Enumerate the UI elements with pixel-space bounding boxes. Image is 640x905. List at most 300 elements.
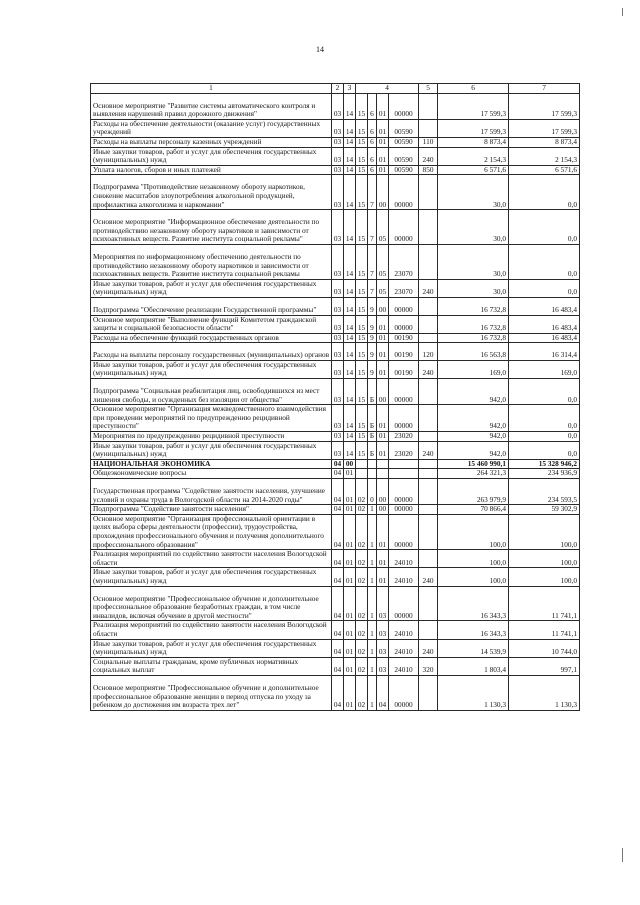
amount-year1-cell: 30,0	[438, 279, 509, 297]
amount-year2-cell: 59 302,9	[509, 505, 580, 515]
direction-code-cell: 00590	[389, 119, 419, 137]
direction-code-cell: 24010	[389, 568, 419, 586]
expense-type-cell	[419, 297, 438, 315]
table-row	[91, 379, 580, 405]
table-row	[91, 297, 580, 315]
amount-year1-cell: 16 732,8	[438, 333, 509, 343]
table-row	[91, 343, 580, 361]
section-code-cell: 03	[332, 175, 344, 210]
direction-code-cell: 00190	[389, 360, 419, 378]
page-number: 14	[316, 45, 324, 54]
amount-year2-cell: 100,0	[509, 514, 580, 549]
subprogram-code-cell: 9	[368, 297, 377, 315]
direction-code-cell	[389, 469, 419, 479]
program-code-cell: 15	[356, 432, 368, 442]
row-name-cell: Подпрограмма "Противодействие незаконному обороту наркотиков, снижение масштабов злоупотребления алкогольной продукцией, профилактика алкоголизма и наркомании"	[91, 175, 332, 210]
row-name-cell: Основное мероприятие "Организация межведомственного взаимодействия при проведении мероприятий по предупреждению рецидивной преступности"	[91, 405, 332, 432]
header-cell: 1	[91, 84, 332, 94]
table-header-row	[91, 84, 580, 94]
program-code-cell: 15	[356, 360, 368, 378]
table-row	[91, 175, 580, 210]
amount-year2-cell: 16 314,4	[509, 343, 580, 361]
row-name-cell: Расходы на обеспечение деятельности (оказание услуг) государственных учреждений	[91, 119, 332, 137]
amount-year1-cell: 16 343,3	[438, 621, 509, 639]
amount-year1-cell: 30,0	[438, 244, 509, 279]
scan-edge-mark	[622, 848, 623, 862]
program-code-cell: 02	[356, 514, 368, 549]
expense-type-cell: 240	[419, 147, 438, 165]
subprogram-code-cell: 1	[368, 621, 377, 639]
direction-code-cell: 00590	[389, 147, 419, 165]
activity-code-cell: 01	[377, 432, 389, 442]
activity-code-cell: 01	[377, 514, 389, 549]
program-code-cell: 15	[356, 119, 368, 137]
amount-year1-cell: 30,0	[438, 210, 509, 245]
amount-year2-cell: 0,0	[509, 244, 580, 279]
expense-type-cell	[419, 379, 438, 405]
direction-code-cell: 00000	[389, 675, 419, 710]
amount-year2-cell: 16 483,4	[509, 333, 580, 343]
subsection-code-cell: 14	[344, 210, 356, 245]
subsection-code-cell: 14	[344, 360, 356, 378]
subsection-code-cell: 01	[344, 657, 356, 675]
row-name-cell: Мероприятия по предупреждению рецидивной преступности	[91, 432, 332, 442]
activity-code-cell: 03	[377, 639, 389, 657]
expense-type-cell	[419, 315, 438, 333]
table-row	[91, 621, 580, 639]
header-cell: 7	[509, 84, 580, 94]
subsection-code-cell: 01	[344, 469, 356, 479]
activity-code-cell: 01	[377, 360, 389, 378]
subprogram-code-cell: 9	[368, 333, 377, 343]
subprogram-code-cell: 1	[368, 657, 377, 675]
subsection-code-cell: 01	[344, 568, 356, 586]
table-row	[91, 505, 580, 515]
section-code-cell: 04	[332, 514, 344, 549]
table-row	[91, 333, 580, 343]
activity-code-cell: 01	[377, 405, 389, 432]
subsection-code-cell: 14	[344, 244, 356, 279]
program-code-cell: 02	[356, 675, 368, 710]
amount-year1-cell: 942,0	[438, 441, 509, 459]
amount-year2-cell: 234 593,5	[509, 479, 580, 505]
row-name-cell: Социальные выплаты гражданам, кроме публичных нормативных социальных выплат	[91, 657, 332, 675]
expense-type-cell	[419, 505, 438, 515]
activity-code-cell: 00	[377, 479, 389, 505]
subsection-code-cell: 00	[344, 459, 356, 469]
amount-year1-cell: 15 460 990,1	[438, 459, 509, 469]
header-cell: 6	[438, 84, 509, 94]
section-code-cell: 03	[332, 137, 344, 147]
expense-type-cell	[419, 405, 438, 432]
subsection-code-cell: 14	[344, 343, 356, 361]
expense-type-cell: 320	[419, 657, 438, 675]
expense-type-cell: 240	[419, 639, 438, 657]
expense-type-cell	[419, 459, 438, 469]
amount-year2-cell: 100,0	[509, 550, 580, 568]
amount-year2-cell: 997,1	[509, 657, 580, 675]
subprogram-code-cell: 1	[368, 568, 377, 586]
program-code-cell: 15	[356, 137, 368, 147]
activity-code-cell: 01	[377, 550, 389, 568]
amount-year1-cell: 14 539,9	[438, 639, 509, 657]
program-code-cell: 15	[356, 333, 368, 343]
subprogram-code-cell	[368, 459, 377, 469]
amount-year2-cell: 100,0	[509, 568, 580, 586]
subprogram-code-cell: 6	[368, 137, 377, 147]
amount-year2-cell: 0,0	[509, 279, 580, 297]
amount-year2-cell: 0,0	[509, 175, 580, 210]
activity-code-cell: 05	[377, 210, 389, 245]
row-name-cell: Основное мероприятие "Выполнение функций Комитетом гражданской защиты и социальной безопасности области"	[91, 315, 332, 333]
section-code-cell: 04	[332, 657, 344, 675]
expense-type-cell	[419, 210, 438, 245]
table-row	[91, 137, 580, 147]
section-code-cell: 04	[332, 505, 344, 515]
subprogram-code-cell: 7	[368, 279, 377, 297]
subprogram-code-cell: 1	[368, 505, 377, 515]
amount-year1-cell: 16 732,8	[438, 297, 509, 315]
expense-type-cell	[419, 586, 438, 621]
program-code-cell: 15	[356, 405, 368, 432]
activity-code-cell: 00	[377, 175, 389, 210]
subprogram-code-cell: 9	[368, 315, 377, 333]
section-code-cell: 03	[332, 244, 344, 279]
program-code-cell: 02	[356, 639, 368, 657]
table-row	[91, 210, 580, 245]
subprogram-code-cell: 7	[368, 244, 377, 279]
subprogram-code-cell: 6	[368, 93, 377, 119]
amount-year2-cell: 11 741,1	[509, 586, 580, 621]
row-name-cell: Основное мероприятие "Организация профессиональной ориентации в целях выбора сферы деятельности (профессии), трудоустройства, прохождения профессионального обучения и получения дополнительного профессионального образования"	[91, 514, 332, 549]
row-name-cell: Подпрограмма "Обеспечение реализации Государственной программы"	[91, 297, 332, 315]
subsection-code-cell: 14	[344, 137, 356, 147]
activity-code-cell: 01	[377, 315, 389, 333]
section-code-cell: 03	[332, 165, 344, 175]
table-row	[91, 441, 580, 459]
direction-code-cell: 00000	[389, 210, 419, 245]
amount-year2-cell: 1 130,3	[509, 675, 580, 710]
subprogram-code-cell: Б	[368, 441, 377, 459]
amount-year2-cell: 2 154,3	[509, 147, 580, 165]
subsection-code-cell: 14	[344, 165, 356, 175]
section-code-cell: 03	[332, 379, 344, 405]
header-cell: 3	[344, 84, 356, 94]
table-row	[91, 279, 580, 297]
amount-year2-cell: 234 936,9	[509, 469, 580, 479]
expense-type-cell	[419, 675, 438, 710]
activity-code-cell: 01	[377, 568, 389, 586]
subsection-code-cell: 14	[344, 297, 356, 315]
amount-year2-cell: 0,0	[509, 405, 580, 432]
amount-year1-cell: 100,0	[438, 568, 509, 586]
row-name-cell: Иные закупки товаров, работ и услуг для обеспечения государственных (муниципальных) нужд	[91, 568, 332, 586]
program-code-cell: 02	[356, 586, 368, 621]
header-cell: 2	[332, 84, 344, 94]
direction-code-cell: 23020	[389, 441, 419, 459]
expense-type-cell	[419, 432, 438, 442]
section-code-cell: 03	[332, 333, 344, 343]
expense-type-cell: 240	[419, 279, 438, 297]
subsection-code-cell: 14	[344, 379, 356, 405]
subprogram-code-cell: 6	[368, 165, 377, 175]
direction-code-cell: 00000	[389, 315, 419, 333]
subsection-code-cell: 01	[344, 505, 356, 515]
activity-code-cell	[377, 459, 389, 469]
subsection-code-cell: 14	[344, 119, 356, 137]
activity-code-cell: 01	[377, 343, 389, 361]
amount-year1-cell: 70 866,4	[438, 505, 509, 515]
table-row	[91, 568, 580, 586]
amount-year1-cell: 264 321,3	[438, 469, 509, 479]
amount-year1-cell: 8 873,4	[438, 137, 509, 147]
activity-code-cell: 01	[377, 93, 389, 119]
row-name-cell: Иные закупки товаров, работ и услуг для обеспечения государственных (муниципальных) нужд	[91, 441, 332, 459]
subprogram-code-cell: 6	[368, 119, 377, 137]
amount-year1-cell: 6 571,6	[438, 165, 509, 175]
direction-code-cell: 00000	[389, 379, 419, 405]
expense-type-cell	[419, 119, 438, 137]
subsection-code-cell: 01	[344, 479, 356, 505]
table-row	[91, 675, 580, 710]
amount-year1-cell: 100,0	[438, 550, 509, 568]
program-code-cell: 02	[356, 657, 368, 675]
subprogram-code-cell	[368, 469, 377, 479]
subprogram-code-cell: 1	[368, 550, 377, 568]
subprogram-code-cell: Б	[368, 379, 377, 405]
table-row	[91, 586, 580, 621]
section-code-cell: 04	[332, 586, 344, 621]
table-row	[91, 315, 580, 333]
subprogram-code-cell: 1	[368, 514, 377, 549]
section-code-cell: 03	[332, 315, 344, 333]
section-code-cell: 03	[332, 119, 344, 137]
program-code-cell: 02	[356, 479, 368, 505]
expense-type-cell	[419, 514, 438, 549]
expense-type-cell	[419, 244, 438, 279]
activity-code-cell	[377, 469, 389, 479]
subprogram-code-cell: 7	[368, 175, 377, 210]
section-code-cell: 03	[332, 360, 344, 378]
expense-type-cell: 110	[419, 137, 438, 147]
table-row	[91, 119, 580, 137]
row-name-cell: Подпрограмма "Социальная реабилитация лиц, освободившихся из мест лишения свободы, и осужденных без изоляции от общества"	[91, 379, 332, 405]
activity-code-cell: 04	[377, 675, 389, 710]
amount-year2-cell: 0,0	[509, 432, 580, 442]
subprogram-code-cell: 6	[368, 147, 377, 165]
subsection-code-cell: 01	[344, 621, 356, 639]
program-code-cell: 15	[356, 315, 368, 333]
direction-code-cell: 00000	[389, 297, 419, 315]
activity-code-cell: 03	[377, 621, 389, 639]
amount-year2-cell: 17 599,3	[509, 93, 580, 119]
row-name-cell: Основное мероприятие "Информационное обеспечение деятельности по противодействию незаконному обороту наркотиков и зависимости от психоактивных веществ. Развитие института социальной рекламы"	[91, 210, 332, 245]
subsection-code-cell: 14	[344, 93, 356, 119]
expense-type-cell	[419, 621, 438, 639]
table-row	[91, 469, 580, 479]
row-name-cell: Иные закупки товаров, работ и услуг для обеспечения государственных (муниципальных) нужд	[91, 639, 332, 657]
section-code-cell: 04	[332, 639, 344, 657]
activity-code-cell: 03	[377, 586, 389, 621]
expense-type-cell: 240	[419, 441, 438, 459]
activity-code-cell: 01	[377, 165, 389, 175]
direction-code-cell: 24010	[389, 657, 419, 675]
row-name-cell: Расходы на обеспечение функций государственных органов	[91, 333, 332, 343]
scan-edge-mark	[622, 8, 623, 16]
activity-code-cell: 01	[377, 137, 389, 147]
expense-type-cell	[419, 175, 438, 210]
program-code-cell: 02	[356, 621, 368, 639]
expense-type-cell: 850	[419, 165, 438, 175]
program-code-cell: 15	[356, 244, 368, 279]
direction-code-cell: 00590	[389, 137, 419, 147]
program-code-cell: 15	[356, 175, 368, 210]
table-row	[91, 360, 580, 378]
subsection-code-cell: 01	[344, 675, 356, 710]
program-code-cell	[356, 469, 368, 479]
expense-type-cell	[419, 333, 438, 343]
table-row	[91, 165, 580, 175]
row-name-cell: Государственная программа "Содействие занятости населения, улучшение условий и охраны труда в Вологодской области на 2014-2020 годы"	[91, 479, 332, 505]
activity-code-cell: 00	[377, 505, 389, 515]
activity-code-cell: 01	[377, 119, 389, 137]
table-row	[91, 147, 580, 165]
subprogram-code-cell: 1	[368, 675, 377, 710]
amount-year1-cell: 17 599,3	[438, 119, 509, 137]
amount-year1-cell: 942,0	[438, 379, 509, 405]
subprogram-code-cell: 1	[368, 586, 377, 621]
amount-year1-cell: 263 979,9	[438, 479, 509, 505]
amount-year2-cell: 16 483,4	[509, 297, 580, 315]
section-code-cell: 04	[332, 568, 344, 586]
expense-type-cell	[419, 93, 438, 119]
activity-code-cell: 01	[377, 441, 389, 459]
amount-year2-cell: 11 741,1	[509, 621, 580, 639]
amount-year1-cell: 1 130,3	[438, 675, 509, 710]
direction-code-cell: 24010	[389, 639, 419, 657]
amount-year1-cell: 16 343,3	[438, 586, 509, 621]
amount-year2-cell: 16 483,4	[509, 315, 580, 333]
section-code-cell: 04	[332, 459, 344, 469]
section-code-cell: 03	[332, 147, 344, 165]
budget-table	[90, 83, 580, 711]
direction-code-cell: 00000	[389, 93, 419, 119]
direction-code-cell: 00000	[389, 479, 419, 505]
subsection-code-cell: 14	[344, 333, 356, 343]
subsection-code-cell: 14	[344, 279, 356, 297]
expense-type-cell: 120	[419, 343, 438, 361]
direction-code-cell: 00190	[389, 343, 419, 361]
subsection-code-cell: 14	[344, 405, 356, 432]
row-name-cell: НАЦИОНАЛЬНАЯ ЭКОНОМИКА	[91, 459, 332, 469]
subprogram-code-cell: 9	[368, 343, 377, 361]
expense-type-cell	[419, 479, 438, 505]
section-code-cell: 04	[332, 469, 344, 479]
row-name-cell: Реализация мероприятий по содействию занятости населения Вологодской области	[91, 621, 332, 639]
subprogram-code-cell: 1	[368, 639, 377, 657]
program-code-cell: 15	[356, 379, 368, 405]
activity-code-cell: 01	[377, 147, 389, 165]
direction-code-cell: 00000	[389, 586, 419, 621]
direction-code-cell: 00000	[389, 175, 419, 210]
row-name-cell: Реализация мероприятий по содействию занятости населения Вологодской области	[91, 550, 332, 568]
row-name-cell: Основное мероприятие "Развитие системы автоматического контроля и выявления нарушений правил дорожного движения"	[91, 93, 332, 119]
program-code-cell: 02	[356, 568, 368, 586]
subsection-code-cell: 14	[344, 315, 356, 333]
program-code-cell: 15	[356, 297, 368, 315]
row-name-cell: Основное мероприятие "Профессиональное обучение и дополнительное профессиональное образование женщин в период отпуска по уходу за ребенком до достижения им возраста трех лет"	[91, 675, 332, 710]
subsection-code-cell: 14	[344, 175, 356, 210]
section-code-cell: 04	[332, 621, 344, 639]
amount-year2-cell: 8 873,4	[509, 137, 580, 147]
row-name-cell: Расходы на выплаты персоналу казенных учреждений	[91, 137, 332, 147]
amount-year1-cell: 16 732,8	[438, 315, 509, 333]
row-name-cell: Расходы на выплаты персоналу государственных (муниципальных) органов	[91, 343, 332, 361]
direction-code-cell: 00190	[389, 333, 419, 343]
direction-code-cell: 24010	[389, 621, 419, 639]
direction-code-cell	[389, 459, 419, 469]
amount-year1-cell: 2 154,3	[438, 147, 509, 165]
program-code-cell: 15	[356, 93, 368, 119]
subprogram-code-cell: Б	[368, 432, 377, 442]
row-name-cell: Подпрограмма "Содействие занятости населения"	[91, 505, 332, 515]
direction-code-cell: 24010	[389, 550, 419, 568]
direction-code-cell: 00000	[389, 405, 419, 432]
amount-year1-cell: 16 563,8	[438, 343, 509, 361]
table-row	[91, 639, 580, 657]
section-code-cell: 04	[332, 675, 344, 710]
amount-year2-cell: 169,0	[509, 360, 580, 378]
amount-year2-cell: 17 599,3	[509, 119, 580, 137]
header-cell: 4	[356, 84, 419, 94]
amount-year1-cell: 17 599,3	[438, 93, 509, 119]
section-code-cell: 03	[332, 405, 344, 432]
program-code-cell	[356, 459, 368, 469]
program-code-cell: 02	[356, 550, 368, 568]
direction-code-cell: 00000	[389, 505, 419, 515]
table-row	[91, 432, 580, 442]
row-name-cell: Общеэкономические вопросы	[91, 469, 332, 479]
program-code-cell: 15	[356, 343, 368, 361]
subsection-code-cell: 14	[344, 147, 356, 165]
activity-code-cell: 05	[377, 244, 389, 279]
table-row	[91, 459, 580, 469]
section-code-cell: 03	[332, 343, 344, 361]
table-row	[91, 657, 580, 675]
activity-code-cell: 00	[377, 379, 389, 405]
amount-year1-cell: 30,0	[438, 175, 509, 210]
expense-type-cell: 240	[419, 360, 438, 378]
expense-type-cell	[419, 469, 438, 479]
amount-year2-cell: 15 328 946,2	[509, 459, 580, 469]
subprogram-code-cell: 0	[368, 479, 377, 505]
activity-code-cell: 05	[377, 279, 389, 297]
subsection-code-cell: 01	[344, 586, 356, 621]
amount-year1-cell: 1 803,4	[438, 657, 509, 675]
row-name-cell: Уплата налогов, сборов и иных платежей	[91, 165, 332, 175]
direction-code-cell: 23070	[389, 244, 419, 279]
section-code-cell: 03	[332, 279, 344, 297]
amount-year2-cell: 6 571,6	[509, 165, 580, 175]
program-code-cell: 15	[356, 165, 368, 175]
direction-code-cell: 23020	[389, 432, 419, 442]
program-code-cell: 02	[356, 505, 368, 515]
amount-year1-cell: 942,0	[438, 405, 509, 432]
section-code-cell: 04	[332, 479, 344, 505]
amount-year2-cell: 0,0	[509, 441, 580, 459]
expense-type-cell: 240	[419, 568, 438, 586]
direction-code-cell: 00590	[389, 165, 419, 175]
